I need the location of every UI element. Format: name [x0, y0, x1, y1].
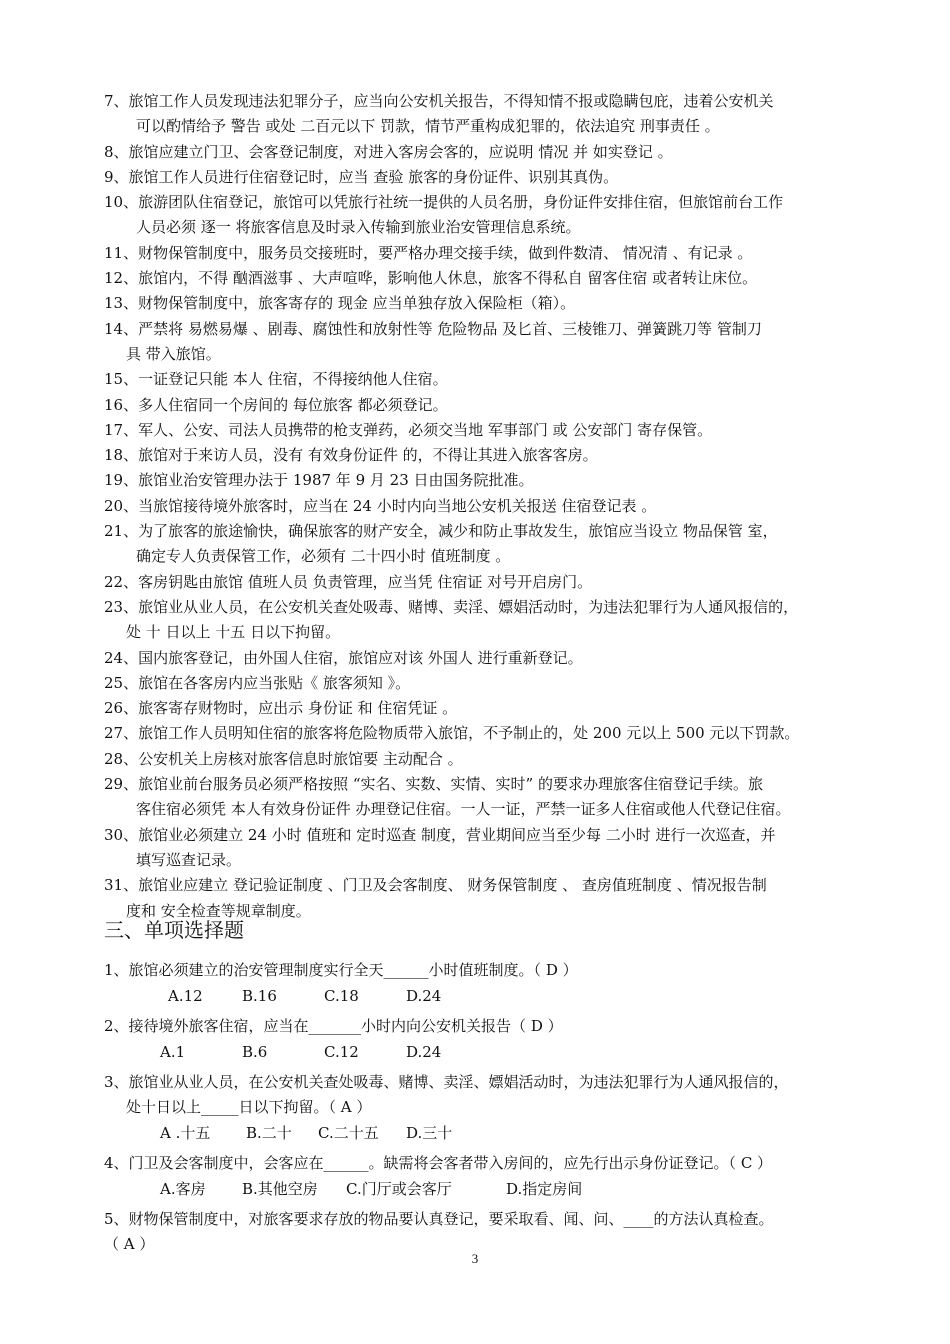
mc-options	[104, 1120, 854, 1147]
item-line-continued: 处 十 日以上 十五 日以下拘留。	[126, 623, 341, 642]
fill-item-23	[104, 595, 854, 646]
fill-item-13	[104, 291, 854, 316]
question-line-continued: （ A ）	[104, 1235, 155, 1253]
fill-item-21	[104, 519, 854, 570]
fill-item-28	[104, 747, 854, 772]
option: B.二十	[246, 1124, 292, 1142]
item-line: 19、旅馆业治安管理办法于 1987 年 9 月 23 日由国务院批准。	[104, 471, 534, 490]
page-number: 3	[471, 1251, 479, 1266]
mc-question-1	[104, 958, 854, 983]
item-line: 26、旅客寄存财物时，应出示 身份证 和 住宿凭证 。	[104, 699, 458, 718]
item-line: 27、旅馆工作人员明知住宿的旅客将危险物质带入旅馆，不予制止的，处 200 元以上 500 元以下罚款。	[104, 724, 800, 743]
fill-item-11	[104, 241, 854, 266]
item-line: 8、旅馆应建立门卫、会客登记制度，对进入客房会客的，应说明 情况 并 如实登记 。	[104, 142, 673, 161]
fill-item-7	[104, 89, 854, 140]
item-line-continued: 度和 安全检查等规章制度。	[126, 901, 311, 920]
option: D.指定房间	[506, 1180, 583, 1198]
mc-options	[104, 1039, 854, 1066]
fill-in-blank-list	[104, 89, 854, 924]
item-line-continued: 可以酌情给予 警告 或处 二百元以下 罚款，情节严重构成犯罪的，依法追究 刑事责任 。	[136, 117, 720, 136]
question-line-continued: 处十日以上_____日以下拘留。（ A ）	[126, 1098, 372, 1116]
mc-question-5	[104, 1207, 854, 1257]
fill-item-27	[104, 721, 854, 746]
fill-item-16	[104, 393, 854, 418]
option: C.二十五	[318, 1124, 379, 1142]
option: C.门厅或会客厅	[346, 1180, 452, 1198]
item-line: 18、旅馆对于来访人员，没有 有效身份证件 的，不得让其进入旅客客房。	[104, 446, 598, 465]
mc-question-2	[104, 1014, 854, 1039]
fill-item-29	[104, 772, 854, 823]
section-title: 三、单项选择题	[104, 918, 244, 942]
item-line-continued: 具 带入旅馆。	[126, 344, 221, 363]
option: A .十五	[160, 1124, 211, 1142]
fill-item-9	[104, 165, 854, 190]
option: A.12	[168, 987, 203, 1005]
item-line-continued: 人员必须 逐一 将旅客信息及时录入传输到旅业治安管理信息系统。	[136, 218, 581, 237]
mc-question-3	[104, 1070, 854, 1120]
item-line: 17、军人、公安、司法人员携带的枪支弹药，必须交当地 军事部门 或 公安部门 寄存保管。	[104, 420, 713, 439]
fill-item-20	[104, 494, 854, 519]
item-line: 22、客房钥匙由旅馆 值班人员 负责管理，应当凭 住宿证 对号开启房门。	[104, 572, 593, 591]
item-line-continued: 客住宿必须凭 本人有效身份证件 办理登记住宿。一人一证，严禁一证多人住宿或他人代登记住宿。	[136, 800, 791, 819]
option: C.18	[324, 987, 359, 1005]
item-line: 9、旅馆工作人员进行住宿登记时，应当 查验 旅客的身份证件、识别其真伪。	[104, 167, 619, 186]
item-line: 23、旅馆业从业人员，在公安机关查处吸毒、赌博、卖淫、嫖娼活动时，为违法犯罪行为人通风报信的，	[104, 597, 799, 616]
question-line: 5、财物保管制度中，对旅客要求存放的物品要认真登记，要采取看、闻、问、____的方法认真检查。	[104, 1210, 774, 1228]
question-line: 2、接待境外旅客住宿，应当在_______小时内向公安机关报告（ D ）	[104, 1017, 563, 1035]
multiple-choice-list	[104, 958, 854, 1257]
option: D.24	[406, 987, 442, 1005]
fill-item-12	[104, 266, 854, 291]
option: B.其他空房	[242, 1180, 318, 1198]
fill-item-15	[104, 367, 854, 392]
fill-item-22	[104, 570, 854, 595]
fill-item-25	[104, 671, 854, 696]
item-line-continued: 确定专人负责保管工作，必须有 二十四小时 值班制度 。	[136, 547, 511, 566]
fill-item-19	[104, 468, 854, 493]
item-line: 7、旅馆工作人员发现违法犯罪分子，应当向公安机关报告，不得知情不报或隐瞒包庇，违着公安机关	[104, 92, 774, 110]
mc-options	[104, 1176, 854, 1203]
item-line: 29、旅馆业前台服务员必须严格按照 “实名、实数、实情、实时” 的要求办理旅客住宿登记手续。旅	[104, 775, 763, 794]
fill-item-30	[104, 823, 854, 874]
question-line: 4、门卫及会客制度中，会客应在______。缺需将会客者带入房间的，应先行出示身份证登记。（ C ）	[104, 1154, 773, 1172]
option: A.1	[160, 1043, 186, 1061]
item-line: 30、旅馆业必须建立 24 小时 值班和 定时巡查 制度，营业期间应当至少每 二小时 进行一次巡查，并	[104, 825, 776, 844]
option: B.6	[242, 1043, 268, 1061]
fill-item-10	[104, 190, 854, 241]
item-line: 14、严禁将 易燃易爆 、剧毒、腐蚀性和放射性等 危险物品 及匕首、三棱锥刀、弹簧跳刀等 管制刀	[104, 319, 762, 338]
item-line: 31、旅馆业应建立 登记验证制度 、门卫及会客制度、 财务保管制度 、 查房值班制度 、情况报告制	[104, 876, 767, 895]
fill-item-17	[104, 418, 854, 443]
option: D.三十	[406, 1124, 453, 1142]
item-line-continued: 填写巡查记录。	[136, 850, 242, 869]
item-line: 24、国内旅客登记，由外国人住宿，旅馆应对该 外国人 进行重新登记。	[104, 648, 583, 667]
item-line: 28、公安机关上房核对旅客信息时旅馆要 主动配合 。	[104, 749, 463, 768]
item-line: 16、多人住宿同一个房间的 每位旅客 都必须登记。	[104, 395, 448, 414]
fill-item-26	[104, 696, 854, 721]
item-line: 15、一证登记只能 本人 住宿，不得接纳他人住宿。	[104, 370, 448, 389]
question-line: 1、旅馆必须建立的治安管理制度实行全天______小时值班制度。（ D ）	[104, 961, 578, 979]
item-line: 20、当旅馆接待境外旅客时，应当在 24 小时内向当地公安机关报送 住宿登记表 。	[104, 496, 657, 515]
item-line: 13、财物保管制度中，旅客寄存的 现金 应当单独存放入保险柜（箱）。	[104, 294, 576, 313]
fill-item-8	[104, 140, 854, 165]
mc-options	[104, 983, 854, 1010]
fill-item-18	[104, 443, 854, 468]
fill-item-24	[104, 646, 854, 671]
item-line: 25、旅馆在各客房内应当张贴《 旅客须知 》。	[104, 673, 411, 692]
option: B.16	[242, 987, 277, 1005]
item-line: 11、财物保管制度中，服务员交接班时，要严格办理交接手续，做到件数清、 情况清 、有记录 。	[104, 243, 753, 262]
fill-item-14	[104, 317, 854, 368]
option: A.客房	[160, 1180, 206, 1198]
option: C.12	[324, 1043, 359, 1061]
item-line: 10、旅游团队住宿登记，旅馆可以凭旅行社统一提供的人员名册，身份证件安排住宿，但旅馆前台工作	[104, 193, 784, 212]
option: D.24	[406, 1043, 442, 1061]
item-line: 12、旅馆内，不得 酗酒滋事 、大声喧哗，影响他人休息，旅客不得私自 留客住宿 或者转让床位。	[104, 269, 758, 288]
question-line: 3、旅馆业从业人员，在公安机关查处吸毒、赌博、卖淫、嫖娼活动时，为违法犯罪行为人通风报信的，	[104, 1073, 789, 1091]
item-line: 21、为了旅客的旅途愉快，确保旅客的财产安全，减少和防止事故发生，旅馆应当设立 物品保管 室，	[104, 522, 778, 541]
mc-question-4	[104, 1151, 854, 1176]
